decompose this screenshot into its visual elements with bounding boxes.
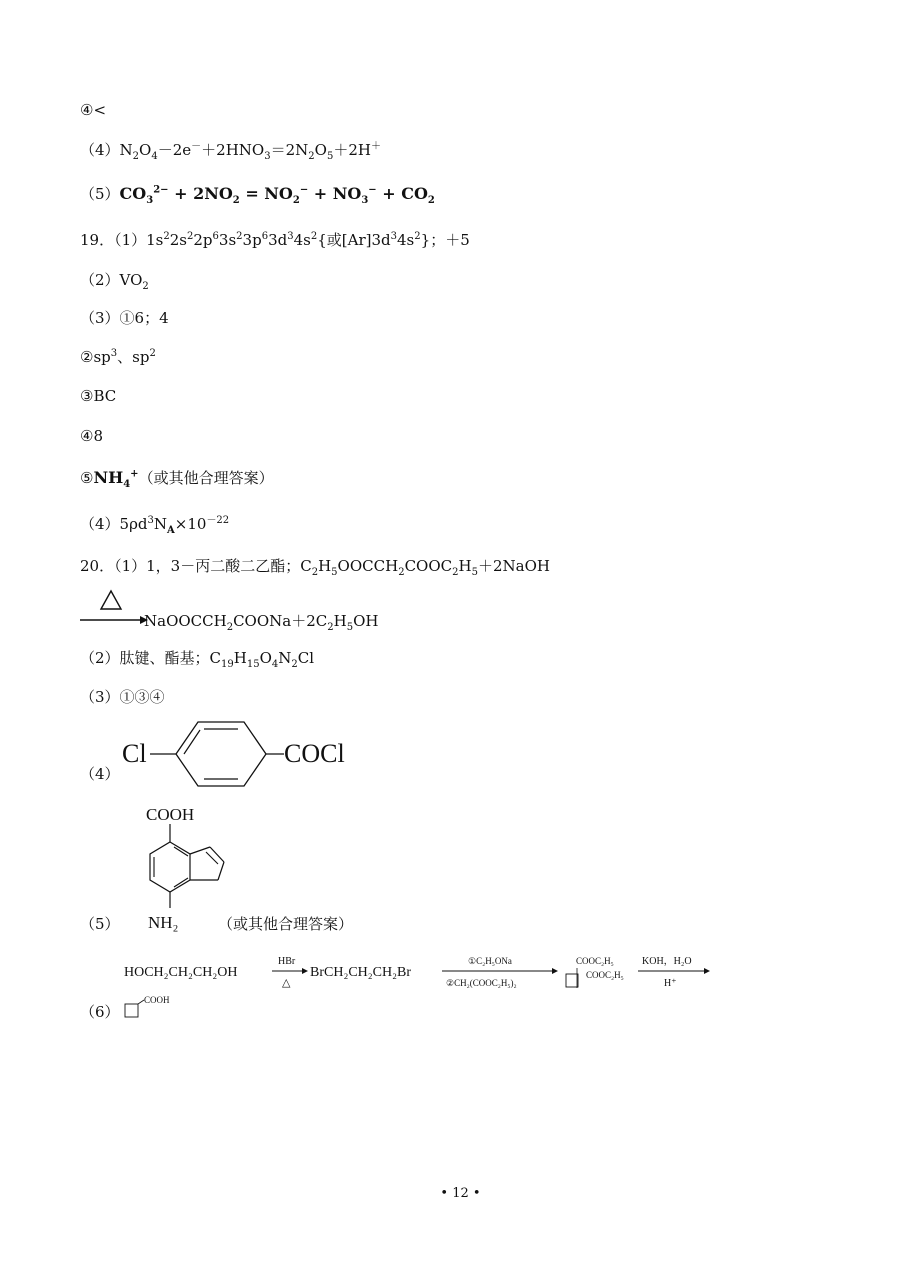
ester-bottom: COOC₂H₅ bbox=[586, 970, 624, 980]
other-answer-note: （或其他合理答案） bbox=[138, 469, 274, 487]
benzene-ring bbox=[176, 722, 266, 786]
reagent-acid: H⁺ bbox=[664, 978, 677, 989]
reagent-hbr: HBr bbox=[278, 956, 296, 967]
synthesis-route bbox=[120, 948, 720, 996]
q20-line-1b: $NaOOCCH_2COONa+2C_2H_5OH$ bbox=[144, 612, 379, 633]
cocl-label: COCl bbox=[284, 739, 345, 768]
q19-line-8: $(4)5\rho d^3N_A\times 10^{-22}$ bbox=[80, 515, 230, 536]
oxidation-state: ；＋5 bbox=[430, 231, 470, 249]
q19-line-4: $②sp^3$、$sp^2$ bbox=[80, 348, 156, 366]
page-number: • 12 • bbox=[440, 1186, 481, 1201]
six-ring bbox=[150, 842, 190, 892]
cyclobutane-square bbox=[566, 974, 578, 987]
sp3-text: ②sp bbox=[80, 348, 111, 366]
q20-line-5-label: （5） bbox=[80, 915, 120, 933]
chlorobenzoyl-chloride-structure bbox=[118, 716, 358, 796]
q20-line-5-note: （或其他合理答案） bbox=[218, 915, 354, 933]
functional-groups: （2）肽键、酯基； bbox=[80, 649, 210, 667]
density-text: （4）5ρd bbox=[80, 515, 148, 533]
q19-line-7 bbox=[80, 468, 274, 491]
electron-config: $1s^22s^22p^63s^23p^63d^34s^2${或$[Ar]3d^34s^2$} bbox=[146, 231, 431, 249]
q20-line-1: 20．（1）1，3－丙二酸二乙酯；$C_2H_5OOCCH_2COOC_2H_5+2NaOH$ bbox=[80, 557, 550, 578]
label-4: （4） bbox=[80, 141, 120, 159]
product-square bbox=[125, 1004, 138, 1017]
q19-line-2: $(2)VO_2$ bbox=[80, 271, 149, 292]
reagent-koh: KOH，H₂O bbox=[642, 956, 692, 967]
q20-name: 20．（1）1，3－丙二酸二乙酯； bbox=[80, 557, 301, 575]
propanediol-label: HOCH₂CH₂CH₂OH bbox=[124, 965, 238, 980]
q19-line-1 bbox=[80, 230, 470, 250]
cl-label: Cl bbox=[122, 739, 147, 768]
answer-line-2 bbox=[80, 140, 381, 160]
heat-arrow bbox=[78, 588, 148, 630]
cyclobutane-acid-structure bbox=[122, 992, 192, 1022]
heat-triangle-icon bbox=[101, 591, 121, 609]
q20-line-4-label: （4） bbox=[80, 765, 120, 783]
reagent-heat: △ bbox=[282, 977, 291, 989]
reagent-ethoxide: ①C₂H₅ONa bbox=[468, 956, 512, 966]
product-cooh: COOH bbox=[144, 995, 170, 1005]
q19-line-3: （3）①6；4 bbox=[80, 309, 169, 327]
q20-line-2: （2）肽键、酯基；$C_{19}H_{15}O_4N_2Cl$ bbox=[80, 649, 315, 670]
equation-carbonate: $CO_3^{2-} + 2NO_2 = NO_2^- + NO_3^- + CO_2$ bbox=[119, 184, 435, 207]
answer-line-1: ④< bbox=[80, 101, 107, 119]
reagent-malonate: ②CH₂(COOC₂H₅)₂ bbox=[446, 978, 517, 988]
answer-line-3 bbox=[80, 184, 435, 207]
q19-label: 19．（1） bbox=[80, 231, 147, 249]
vo2-text: （2）VO bbox=[80, 271, 143, 289]
cooh-label: COOH bbox=[146, 805, 195, 824]
dibromopropane-label: BrCH₂CH₂CH₂Br bbox=[310, 965, 411, 980]
nh2-label: NH₂ bbox=[148, 913, 179, 932]
q19-line-6: ④8 bbox=[80, 427, 103, 445]
equation-n2o4: $N_2O_4-2e^-+2HNO_3=2N_2O_5+2H^+$ bbox=[119, 141, 381, 162]
label-5: （5） bbox=[80, 185, 120, 203]
q20-line-6-label: （6） bbox=[80, 1003, 120, 1021]
circle-5: ⑤ bbox=[80, 469, 94, 487]
ester-top: COOC₂H₅ bbox=[576, 956, 614, 966]
q19-line-5: ③BC bbox=[80, 387, 117, 405]
ammonium-ion: $NH_4^+$ bbox=[93, 468, 139, 491]
q20-line-3: （3）①③④ bbox=[80, 688, 165, 706]
